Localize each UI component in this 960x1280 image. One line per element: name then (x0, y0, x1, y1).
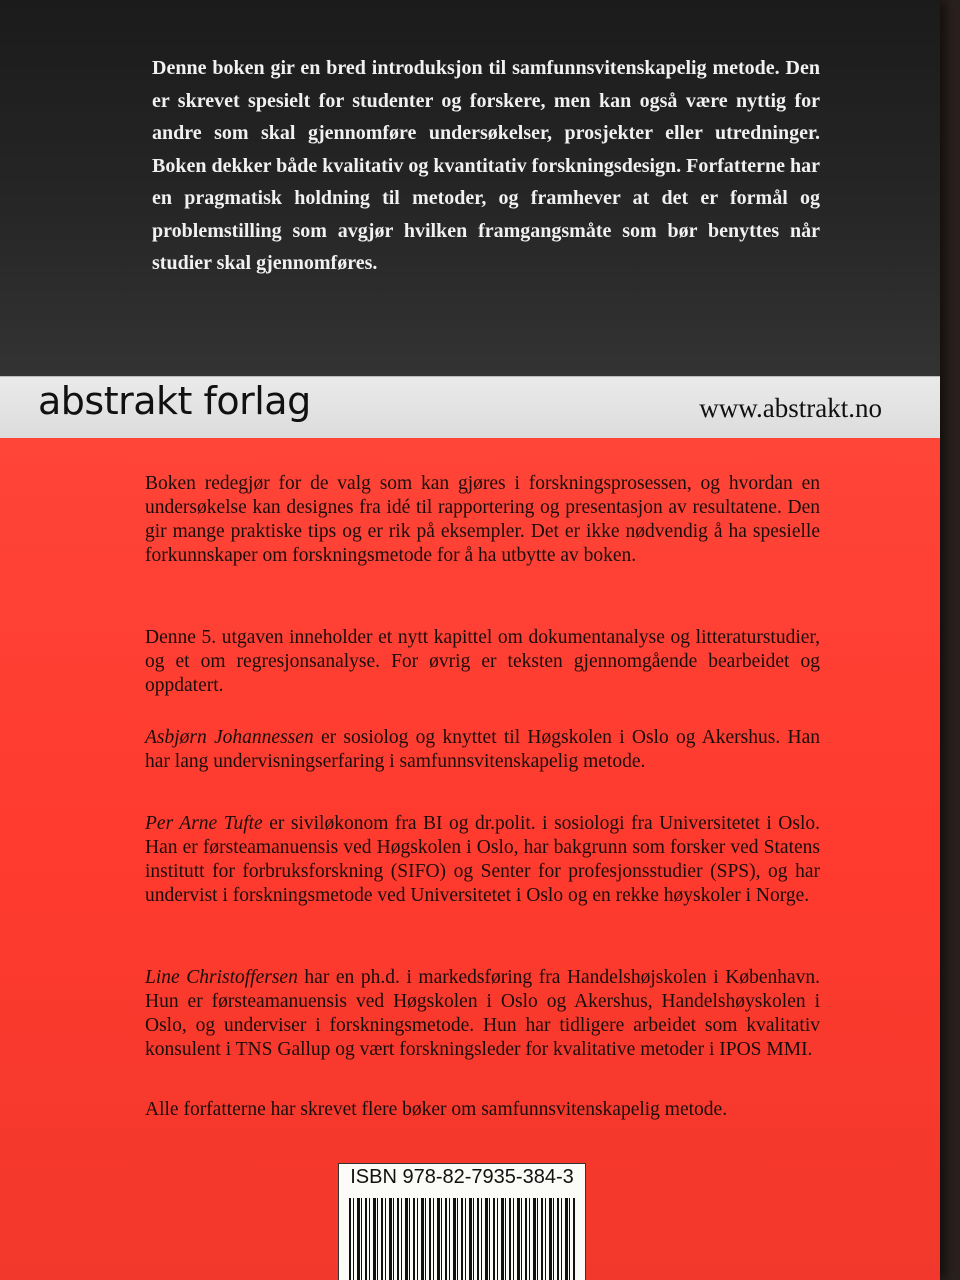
publisher-logo: abstrakt forlag (38, 379, 311, 423)
author-bio-text: er siviløkonom fra BI og dr.polit. i sosiologi fra Universitetet i Oslo. Han er førsteamanuensis ved Høgskolen i Oslo, har bakgrunn som forsker ved Statens institutt for forbruksforskning (SIFO) og Senter for profesjonsstudier (SPS), og har undervist i forskningsmetode ved Universitetet i Oslo og en rekke høyskoler i Norge. (145, 813, 821, 906)
isbn-barcode-box (338, 1163, 586, 1280)
description-paragraph: Boken redegjør for de valg som kan gjøres i forskningsprosessen, og hvordan en undersøkelse kan designes fra idé til rapportering og presentasjon av resultatene. Den gir mange praktiske tips og er rik på eksempler. Det er ikke nødvendig å ha spesielle forkunnskaper om forskningsmetode for å ha utbytte av boken. (145, 473, 820, 566)
author-bio-text: er sosiolog og knyttet til Høgskolen i Oslo og Akershus. Han har lang undervisningserfaring i samfunnsvitenskapelig metode. (145, 727, 820, 772)
author-name: Line Christoffersen (145, 967, 298, 988)
publisher-url: www.abstrakt.no (699, 393, 882, 423)
top-blurb: Denne boken gir en bred introduksjon til samfunnsvitenskapelig metode. Den er skrevet spesielt for studenter og forskere, men kan også være nyttig for andre som skal gjennomføre undersøkelser, prosjekter eller utredninger. Boken dekker både kvalitativ og kvantitativ forskningsdesign. Forfatterne har en pragmatisk holdning til metoder, og framhever at det er formål og problemstilling som avgjør hvilken framgangsmåte som bør benyttes når studier skal gjennomføres. (152, 57, 820, 274)
closing-paragraph: Alle forfatterne har skrevet flere bøker om samfunnsvitenskapelig metode. (145, 1099, 728, 1120)
edition-paragraph: Denne 5. utgaven inneholder et nytt kapittel om dokumentanalyse og litteraturstudier, og et om regresjonsanalyse. For øvrig er teksten gjennomgående bearbeidet og oppdatert. (145, 627, 820, 696)
barcode (349, 1198, 575, 1280)
author-bio-christoffersen (145, 966, 820, 1062)
red-text-panel (0, 438, 940, 1280)
black-top-panel (0, 0, 940, 376)
author-name: Asbjørn Johannessen (145, 727, 314, 748)
publisher-band (0, 376, 940, 439)
author-bio-text: har en ph.d. i markedsføring fra Handelshøjskolen i København. Hun er førsteamanuensis ved Høgskolen i Oslo og Akershus, Handelshøyskolen i Oslo, og underviser i forskningsmetode. Hun har tidligere arbeidet som kvalitativ konsulent i TNS Gallup og vært forskningsleder for kvalitative metoder i IPOS MMI. (145, 967, 821, 1060)
author-name: Per Arne Tufte (145, 813, 263, 834)
author-bio-johannessen (145, 726, 820, 774)
author-bio-tufte (145, 812, 820, 908)
isbn-label: ISBN 978-82-7935-384-3 (350, 1166, 574, 1188)
